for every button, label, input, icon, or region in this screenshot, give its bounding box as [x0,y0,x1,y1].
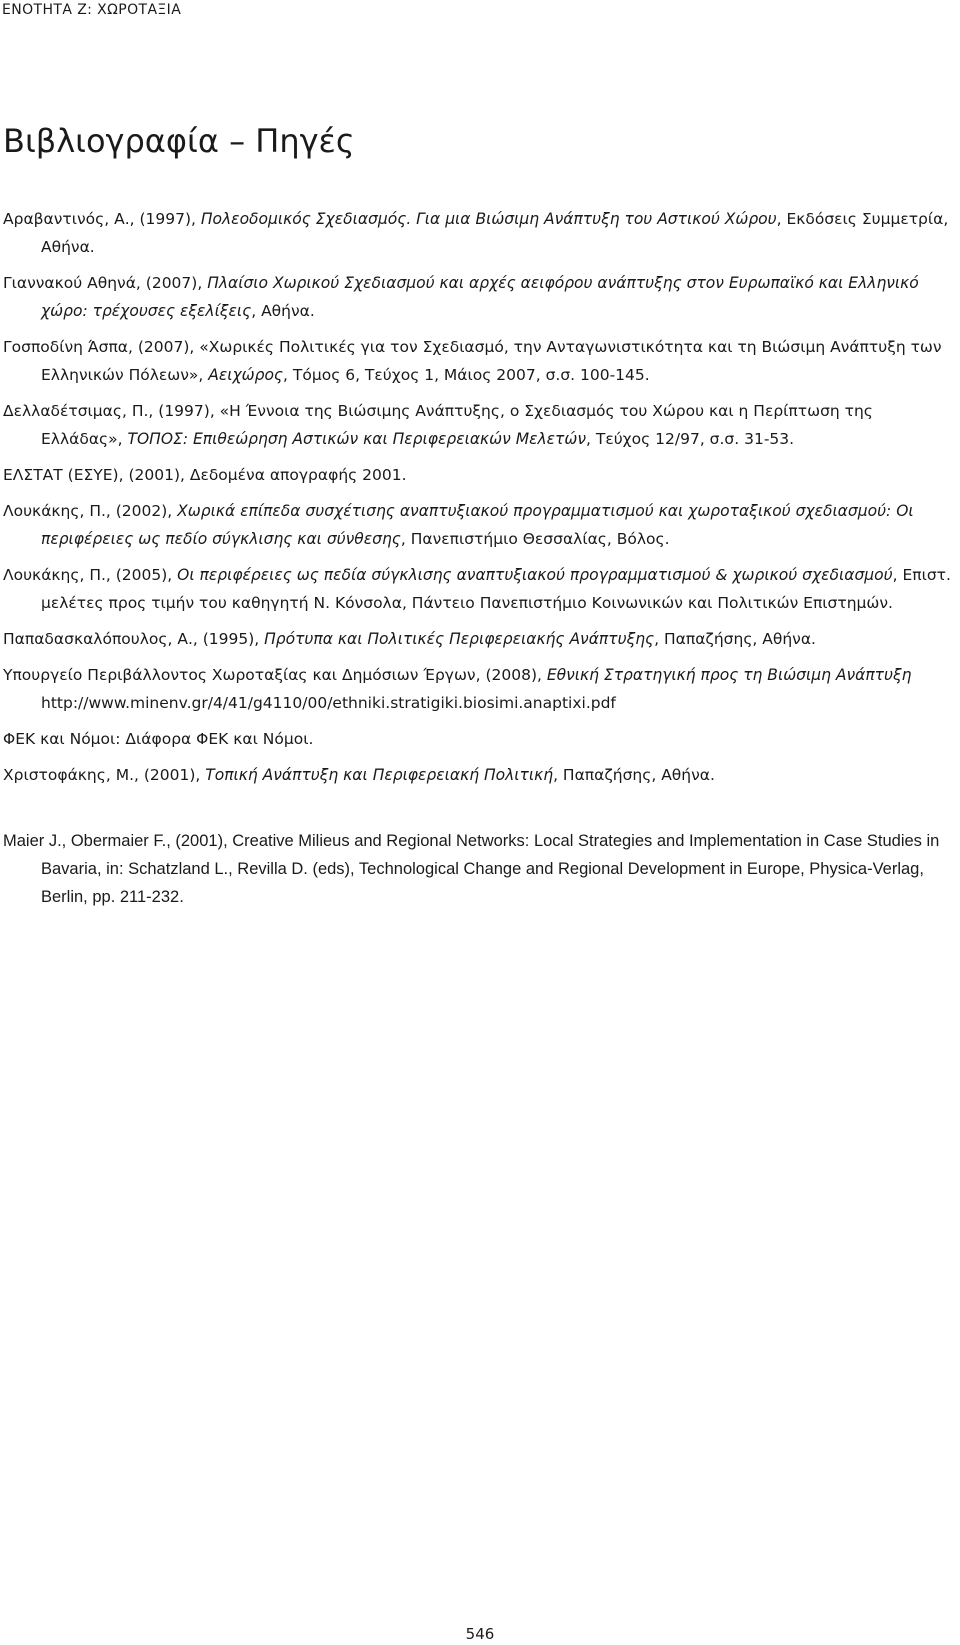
reference-italic-title: Οι περιφέρειες ως πεδία σύγκλισης αναπτυξιακού προγραμματισμού & χωρικού σχεδιασμού [177,566,893,584]
reference-text: , Παπαζήσης, Αθήνα. [654,630,816,648]
reference-text: ΦΕΚ και Νόμοι: Διάφορα ΦΕΚ και Νόμοι. [3,730,314,748]
reference-italic-title: Αειχώρος [208,366,284,384]
reference-text: , Παπαζήσης, Αθήνα. [553,766,715,784]
reference-text: , Τόμος 6, Τεύχος 1, Μάιος 2007, σ.σ. 100-145. [283,366,650,384]
reference-item [3,761,955,789]
reference-text: Δελλαδέτσιμας, Π., (1997), «Η Έννοια της Βιώσιμης Ανάπτυξης, ο Σχεδιασμός του Χώρου και η Περίπτωση της Ελλάδας», [3,402,873,448]
reference-item [3,397,955,453]
reference-italic-title: Εθνική Στρατηγική προς τη Βιώσιμη Ανάπτυξη [546,666,912,684]
reference-text: ΕΛΣΤΑΤ (ΕΣΥΕ), (2001), Δεδομένα απογραφής 2001. [3,466,407,484]
reference-italic-title: ΤΟΠΟΣ: Επιθεώρηση Αστικών και Περιφερειακών Μελετών [127,430,587,448]
reference-text: , Αθήνα. [251,302,315,320]
reference-text: Χριστοφάκης, Μ., (2001), [3,766,206,784]
reference-item [3,561,955,617]
reference-text: Αραβαντινός, Α., (1997), [3,210,201,228]
reference-text: Λουκάκης, Π., (2002), [3,502,178,520]
reference-text: , Επιστ. μελέτες προς τιμήν του καθηγητή Ν. Κόνσολα, Πάντειο Πανεπιστήμιο Κοινωνικών και Πολιτικών Επιστημών. [41,566,951,612]
reference-text: Γοσποδίνη Άσπα, (2007), «Χωρικές Πολιτικές για τον Σχεδιασμό, την Ανταγωνιστικότητα και τη Βιώσιμη Ανάπτυξη των Ελληνικών Πόλεων», [3,338,942,384]
reference-item [3,269,955,325]
reference-item [3,333,955,389]
reference-item [3,827,955,911]
reference-list [3,205,955,919]
reference-italic-title: Πολεοδομικός Σχεδιασμός. Για μια Βιώσιμη Ανάπτυξη του Αστικού Χώρου [200,210,777,228]
reference-text: , Τεύχος 12/97, σ.σ. 31-53. [586,430,795,448]
reference-text: http://www.minenv.gr/4/41/g4110/00/ethniki.stratigiki.biosimi.anaptixi.pdf [41,694,616,712]
reference-item [3,725,955,753]
reference-item [3,661,955,717]
reference-text: Λουκάκης, Π., (2005), [3,566,178,584]
page-title: Βιβλιογραφία – Πηγές [3,122,355,160]
reference-text: Υπουργείο Περιβάλλοντος Χωροταξίας και Δημόσιων Έργων, (2008), [3,666,547,684]
reference-text: Παπαδασκαλόπουλος, Α., (1995), [3,630,265,648]
reference-text: , Πανεπιστήμιο Θεσσαλίας, Βόλος. [400,530,670,548]
reference-italic-title: Πρότυπα και Πολιτικές Περιφερειακής Ανάπτυξης [264,630,655,648]
reference-text: , Εκδόσεις Συμμετρία, Αθήνα. [41,210,949,256]
reference-italic-title: Τοπική Ανάπτυξη και Περιφερειακή Πολιτική [205,766,554,784]
reference-item [3,497,955,553]
reference-text: Γιαννακού Αθηνά, (2007), [3,274,208,292]
reference-text: Maier J., Obermaier F., (2001), Creative Milieus and Regional Networks: Local Strategies and Implementation in Case Studies in Bavaria, in: Schatzland L., Revilla D. (eds), Technological Change and Regional Development in Europe, Physica-Verlag, Berlin, pp. 211-232. [3,832,940,906]
reference-item [3,625,955,653]
reference-italic-title: Χωρικά επίπεδα συσχέτισης αναπτυξιακού προγραμματισμού και χωροταξικού σχεδιασμού: Οι περιφέρειες ως πεδίο σύγκλισης και σύνθεσης [41,502,914,548]
reference-item [3,205,955,261]
reference-item [3,461,955,489]
reference-italic-title: Πλαίσιο Χωρικού Σχεδιασμού και αρχές αειφόρου ανάπτυξης στον Ευρωπαϊκό και Ελληνικό χώρο: τρέχουσες εξελίξεις [41,274,919,320]
running-header: ΕΝΟΤΗΤΑ Ζ: ΧΩΡΟΤΑΞΙΑ [2,2,182,18]
page-number: 546 [465,1625,495,1643]
